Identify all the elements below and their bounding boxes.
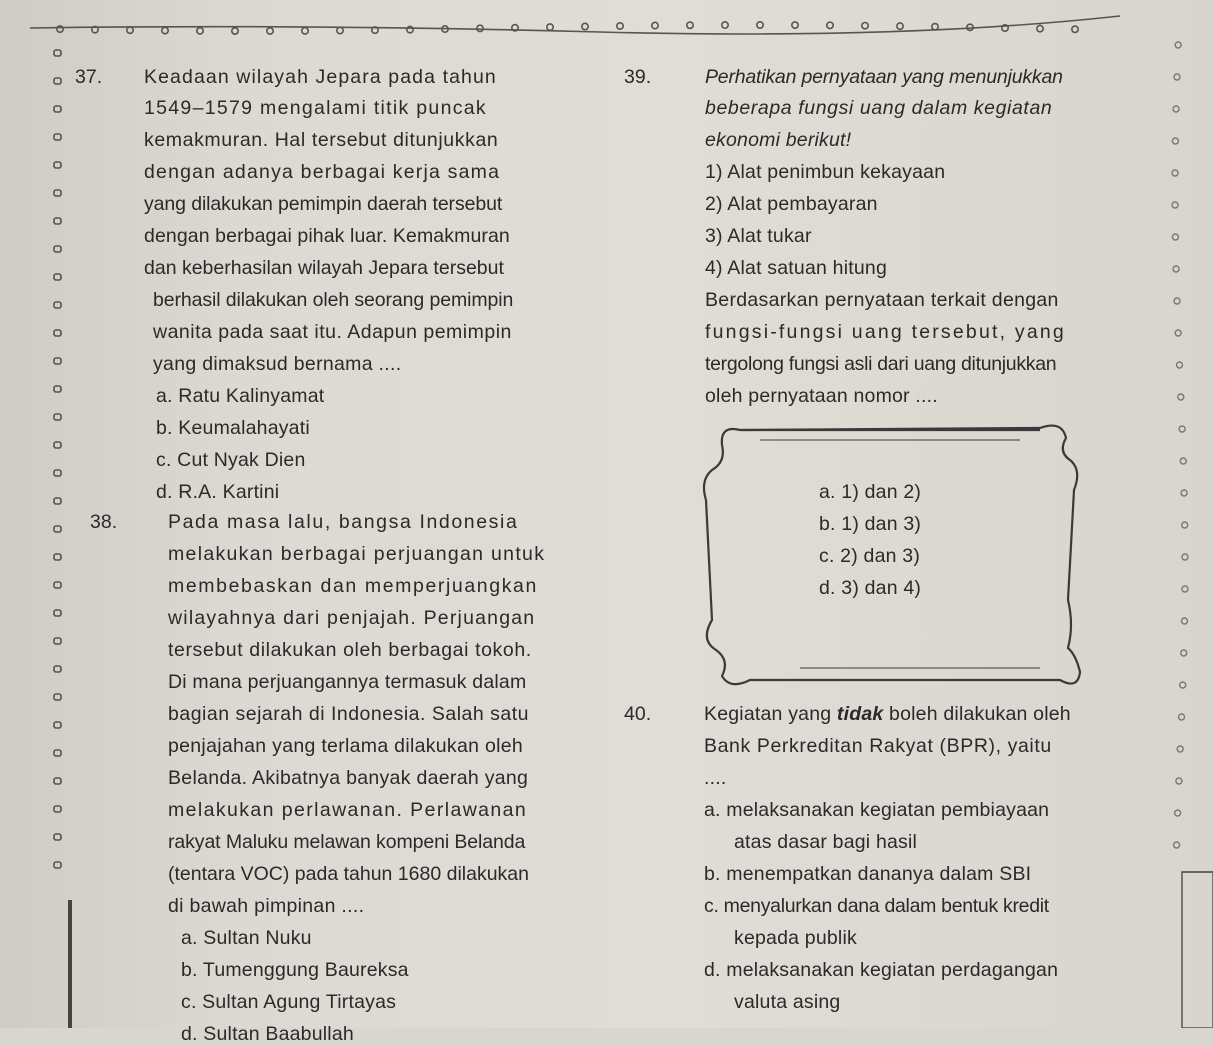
q37-line: yang dimaksud bernama .... (153, 353, 402, 375)
q39-question-line: Berdasarkan pernyataan terkait dengan (705, 289, 1059, 311)
q38-line: Di mana perjuangannya termasuk dalam (168, 671, 527, 693)
q39-intro-line: ekonomi berikut! (705, 129, 852, 151)
chain-link (54, 694, 61, 700)
q38-line: (tentara VOC) pada tahun 1680 dilakukan (168, 863, 529, 885)
q38-line: tersebut dilakukan oleh berbagai tokoh. (168, 639, 532, 661)
chain-bead (687, 22, 693, 28)
q39-statement: 2) Alat pembayaran (705, 193, 878, 215)
q37-option-b[interactable]: b. Keumalahayati (156, 417, 310, 439)
q39-option-c[interactable]: c. 2) dan 3) (819, 545, 921, 567)
chain-bead (1176, 778, 1182, 784)
q38-option-b[interactable]: b. Tumenggung Baureksa (181, 959, 409, 981)
chain-bead (1174, 298, 1180, 304)
chain-bead (1174, 842, 1180, 848)
chain-link (54, 610, 61, 616)
q40-line-1 (704, 703, 1071, 726)
q38-line: rakyat Maluku melawan kompeni Belanda (168, 831, 526, 853)
chain-bead (1182, 554, 1188, 560)
chain-bead (1175, 810, 1181, 816)
q37-option-d[interactable]: d. R.A. Kartini (156, 481, 280, 503)
chain-bead (1179, 426, 1185, 432)
q39-question-line: tergolong fungsi asli dari uang ditunjukkan (705, 353, 1057, 375)
q40-number: 40. (624, 703, 652, 725)
q39-option-d[interactable]: d. 3) dan 4) (819, 577, 922, 599)
q40-option-d-cont: valuta asing (734, 991, 841, 1013)
chain-bead (197, 28, 203, 34)
q38-line: melakukan berbagai perjuangan untuk (168, 543, 546, 565)
chain-bead (1172, 138, 1178, 144)
q37-line: dengan adanya berbagai kerja sama (144, 161, 501, 183)
chain-bead (162, 27, 168, 33)
chain-link (54, 806, 61, 812)
q40-option-c-cont: kepada publik (734, 927, 857, 949)
chain-bead (862, 22, 868, 28)
q38-option-d[interactable]: d. Sultan Baabullah (181, 1023, 354, 1045)
chain-link (54, 218, 61, 224)
q40-option-a[interactable]: a. melaksanakan kegiatan pembiayaan (704, 799, 1050, 821)
chain-bead (1181, 618, 1187, 624)
chain-link (54, 106, 61, 112)
chain-bead (1179, 714, 1185, 720)
chain-bead (1173, 266, 1179, 272)
q40-line-1-emphasis: tidak (836, 703, 884, 725)
chain-bead (792, 22, 798, 28)
q40-option-a-cont: atas dasar bagi hasil (734, 831, 918, 853)
chain-bead (582, 23, 588, 29)
chain-link (54, 638, 61, 644)
q39-question-line: fungsi-fungsi uang tersebut, yang (705, 321, 1066, 343)
chain-bead (302, 28, 308, 34)
chain-link (54, 246, 61, 252)
q40-line-3: .... (704, 767, 727, 789)
q37-line: Keadaan wilayah Jepara pada tahun (144, 66, 497, 88)
q37-line: wanita pada saat itu. Adapun pemimpin (153, 321, 512, 343)
chain-link (54, 498, 61, 504)
chain-link (54, 862, 61, 868)
chain-bead (827, 22, 833, 28)
q38-option-a[interactable]: a. Sultan Nuku (181, 927, 312, 949)
q37-line: 1549–1579 mengalami titik puncak (144, 97, 487, 119)
chain-bead (337, 27, 343, 33)
chain-bead (1182, 586, 1188, 592)
chain-link (54, 582, 61, 588)
chain-bead (1181, 490, 1187, 496)
q40-line-2: Bank Perkreditan Rakyat (BPR), yaitu (704, 735, 1052, 757)
q37-line: yang dilakukan pemimpin daerah tersebut (144, 193, 503, 215)
chain-bead (617, 23, 623, 29)
chain-bead (932, 24, 938, 30)
chain-bead (722, 22, 728, 28)
chain-bead (1181, 650, 1187, 656)
q39-statement: 1) Alat penimbun kekayaan (705, 161, 946, 183)
chain-link (54, 554, 61, 560)
chain-bead (547, 24, 553, 30)
chain-link (54, 470, 61, 476)
chain-link (54, 442, 61, 448)
chain-bead (1177, 362, 1183, 368)
chain-bead (897, 23, 903, 29)
q39-option-a[interactable]: a. 1) dan 2) (819, 481, 922, 503)
chain-bead (757, 22, 763, 28)
q38-line: penjajahan yang terlama dilakukan oleh (168, 735, 524, 757)
chain-link (54, 778, 61, 784)
chain-link (54, 834, 61, 840)
chain-bead (1172, 202, 1178, 208)
q39-statement: 3) Alat tukar (705, 225, 812, 247)
chain-bead (1178, 394, 1184, 400)
q38-line: Pada masa lalu, bangsa Indonesia (168, 511, 519, 533)
chain-bead (267, 28, 273, 34)
chain-link (54, 50, 61, 56)
chain-bead (1175, 330, 1181, 336)
chain-link (54, 190, 61, 196)
chain-bead (1172, 170, 1178, 176)
chain-bead (652, 22, 658, 28)
chain-bead (127, 27, 133, 33)
chain-bead (1180, 682, 1186, 688)
q38-line: Belanda. Akibatnya banyak daerah yang (168, 767, 529, 789)
chain-link (54, 358, 61, 364)
q40-option-d[interactable]: d. melaksanakan kegiatan perdagangan (704, 959, 1059, 981)
chain-bead (1172, 234, 1178, 240)
chain-bead (1174, 74, 1180, 80)
q37-line: dan keberhasilan wilayah Jepara tersebut (144, 257, 504, 279)
q38-line: wilayahnya dari penjajah. Perjuangan (168, 607, 536, 629)
q38-number: 38. (90, 511, 118, 533)
q40-line-1-pre: Kegiatan yang (704, 703, 837, 725)
q38-line: melakukan perlawanan. Perlawanan (168, 799, 528, 821)
q38-line: bagian sejarah di Indonesia. Salah satu (168, 703, 529, 725)
q39-intro-line: Perhatikan pernyataan yang menunjukkan (705, 66, 1063, 88)
q38-line: membebaskan dan memperjuangkan (168, 575, 538, 597)
chain-link (54, 750, 61, 756)
chain-link (54, 330, 61, 336)
q40-option-c[interactable]: c. menyalurkan dana dalam bentuk kredit (704, 895, 1049, 917)
chain-bead (232, 28, 238, 34)
chain-bead (1072, 26, 1078, 32)
q39-question-line: oleh pernyataan nomor .... (705, 385, 938, 407)
chain-link (54, 134, 61, 140)
chain-link (54, 722, 61, 728)
q37-line: berhasil dilakukan oleh seorang pemimpin (153, 289, 514, 311)
q37-number: 37. (75, 66, 103, 88)
chain-link (54, 526, 61, 532)
chain-bead (1182, 522, 1188, 528)
q38-option-c[interactable]: c. Sultan Agung Tirtayas (181, 991, 397, 1013)
chain-bead (1175, 42, 1181, 48)
chain-bead (1180, 458, 1186, 464)
q37-line: kemakmuran. Hal tersebut ditunjukkan (144, 129, 499, 151)
chain-bead (1037, 25, 1043, 31)
q39-option-b[interactable]: b. 1) dan 3) (819, 513, 922, 535)
chain-link (54, 302, 61, 308)
chain-link (54, 386, 61, 392)
q37-option-a[interactable]: a. Ratu Kalinyamat (156, 385, 325, 407)
chain-bead (1173, 106, 1179, 112)
chain-link (54, 162, 61, 168)
chain-link (54, 78, 61, 84)
q38-line: di bawah pimpinan .... (168, 895, 365, 917)
q39-intro-line: beberapa fungsi uang dalam kegiatan (705, 97, 1053, 119)
q37-line: dengan berbagai pihak luar. Kemakmuran (144, 225, 510, 247)
q40-option-b[interactable]: b. menempatkan dananya dalam SBI (704, 863, 1032, 885)
q37-option-c[interactable]: c. Cut Nyak Dien (156, 449, 306, 471)
q40-line-1-post: boleh dilakukan oleh (883, 703, 1071, 725)
chain-link (54, 666, 61, 672)
chain-bead (1177, 746, 1183, 752)
q39-statement: 4) Alat satuan hitung (705, 257, 887, 279)
chain-link (54, 414, 61, 420)
chain-link (54, 274, 61, 280)
q39-number: 39. (624, 66, 652, 88)
